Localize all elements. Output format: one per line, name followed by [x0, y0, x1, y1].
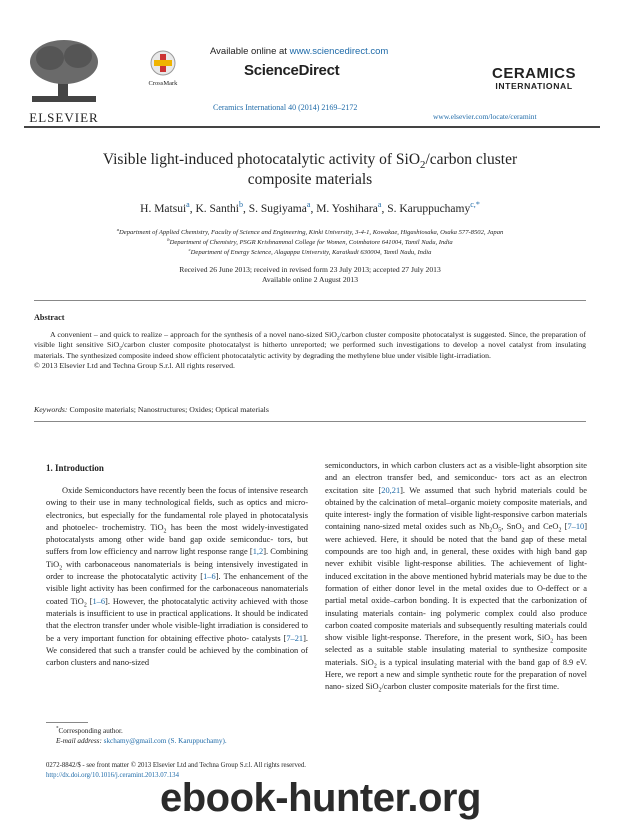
doi-link[interactable]: http://dx.doi.org/10.1016/j.ceramint.2013.07.134 — [46, 771, 179, 779]
elsevier-logo — [22, 38, 106, 125]
sciencedirect-link[interactable]: www.sciencedirect.com — [289, 46, 389, 57]
author-name: K. Santhi — [195, 203, 239, 215]
abstract-bottom-divider — [34, 421, 586, 422]
elsevier-wordmark: ELSEVIER — [29, 110, 99, 125]
intro-heading: 1. Introduction — [46, 463, 104, 473]
affiliations — [30, 228, 590, 258]
author-separator: , — [310, 203, 317, 215]
footnote: *Corresponding author. E-mail address: skchamy@gmail.com (S. Karuppuchamy). — [56, 726, 227, 745]
author-list — [40, 200, 580, 215]
author-name: H. Matsui — [140, 203, 187, 215]
journal-logo: CERAMICS INTERNATIONAL — [492, 65, 577, 91]
author-affiliation-mark[interactable]: a — [377, 200, 382, 210]
footnote-divider — [46, 722, 88, 723]
watermark: ebook-hunter.org — [160, 776, 481, 820]
keywords: Keywords: Composite materials; Nanostructures; Oxides; Optical materials — [34, 405, 269, 414]
author-separator: , — [242, 203, 249, 215]
affiliation-line: $^c$Department of Energy Science, Alagappa University, Karaikudi 630004, Tamil Nadu, India — [188, 246, 432, 256]
header-divider — [24, 126, 600, 128]
author-affiliation-mark[interactable]: a — [186, 200, 190, 210]
journal-reference[interactable]: Ceramics International 40 (2014) 2169–2172 — [213, 103, 358, 112]
right-column-text: semiconductors, in which carbon clusters act as a visible-light absorption site and an electron transfer bed, and semiconduc- tors act as an electron excitation site [20,21]. We assumed that such hybrid materials could be obtained by the calcination of metal–organic moiety composite materials, and quite interest- ingly the formation of visible light-responsive carbon materials containing nano-sized metal oxides such as $Nb_2O_5$, SnO$_2$ and CeO$_2$ [7–10] were achieved. Here, it should be noted that the band gap of these metal compounds are too high and, in general, these oxides with high band gap never exhibit visible light-response abilities. The achievement of light-induced excitation in the above mentioned hybrid materials may be due to the formation of either donor level in the metal oxides due to O-deffect or a partial metal oxide–carbon bonding. It is expected that the carbonization of insulating materials contain- ing polymeric complex could also produce carbon coated composite materials and subsequently resulting materials could show visible light-response. Therefore, in the present work, SiO$_2$ has been selected as a suitable stable insulating material to synthesize composite materials. SiO$_2$ is a typical insulating material with the band gap of 8.9 eV. Here, we report a new and simple synthetic route for the preparation of novel nano- sized SiO$_2$/carbon cluster composite materials for the first time. — [325, 461, 588, 695]
abstract-top-divider — [34, 300, 586, 301]
author-affiliation-mark[interactable]: c,* — [470, 200, 480, 210]
sciencedirect-wordmark: ScienceDirect — [244, 62, 340, 79]
footer-info: 0272-8842/$ - see front matter © 2013 Elsevier Ltd and Techna Group S.r.l. All rights reserved. http://dx.doi.org/10.1016/j.ceramint.2013.07.134 — [46, 762, 306, 779]
author-email-link[interactable]: skchamy@gmail.com (S. Karuppuchamy). — [103, 737, 227, 745]
author-name: S. Sugiyama — [248, 203, 307, 215]
available-online: Available online at www.sciencedirect.com — [210, 46, 389, 57]
abstract-body: A convenient – and quick to realize – approach for the synthesis of a novel nano-sized SiO$_2$/carbon cluster composite photocatalyst is suggested. Since, the preparation of visible light sensitive SiO$_2$/carbon cluster composite photocatalyst is hitherto unreported; we performed such investigations to develop a novel catalyst from insulating materials. The synthesized composite indeed show efficient photocatalytic activity by degrading the methylene blue under visible light-irradiation. © 2013 Elsevier Ltd and Techna Group S.r.l. All rights reserved. — [34, 330, 586, 370]
abstract-heading: Abstract — [34, 313, 65, 322]
affiliation-line: $^a$Department of Applied Chemistry, Faculty of Science and Engineering, Kinki University, 3-4-1, Kowakae, Higashiosaka, Osaka 577-8502, Japan — [116, 226, 504, 236]
author-affiliation-mark[interactable]: a — [306, 200, 311, 210]
crossmark-logo[interactable]: CrossMark — [140, 50, 186, 87]
left-column-text: Oxide Semiconductors have recently been the focus of intensive research owing to their use in many technological fields, such as optics and micro-electronics, but especially for the fundamental role played in photocatalysis and photoelec- trochemistry. TiO$_2$ has been the most widely-investigated photocatalysts among other wide band gap oxide semiconduc- tors, but suffers from low efficiency and narrow light response range [1,2]. Combining TiO$_2$ with carbonaceous nanomaterials is being intensively investigated in order to increase the photocatalytic activity [1–6]. The enhancement of the visible light activity has been confirmed for the carbonaceous nanomaterials coated TiO$_2$ [1–6]. However, the photocatalytic activity achieved with those materials is insufficient to use in practical applications. It should be indicated that the electron transfer under whole visible-light irradiation is considered to be a very important function for obtaining effective photo- catalysts [7–21]. We considered that such a transfer could be achieved by the combination of carbon clusters and nano-sized — [46, 486, 309, 668]
article-title: Visible light-induced photocatalytic activity of SiO$_2$/carbon cluster composite materials — [102, 151, 518, 188]
journal-homepage-link[interactable]: www.elsevier.com/locate/ceramint — [433, 112, 537, 121]
author-affiliation-mark[interactable]: b — [238, 200, 243, 210]
author-separator: , — [381, 203, 388, 215]
author-name: S. Karuppuchamy — [387, 203, 471, 215]
affiliation-line: $^b$Department of Chemistry, PSGR Krishnammal College for Women, Coimbatore 641004, Tamil Nadu, India — [167, 236, 453, 246]
article-dates: Received 26 June 2013; received in revised form 23 July 2013; accepted 27 July 2013 Available online 2 August 2013 — [179, 265, 441, 284]
author-name: M. Yoshihara — [316, 203, 378, 215]
crossmark-icon — [150, 50, 176, 76]
author-separator: , — [189, 203, 196, 215]
